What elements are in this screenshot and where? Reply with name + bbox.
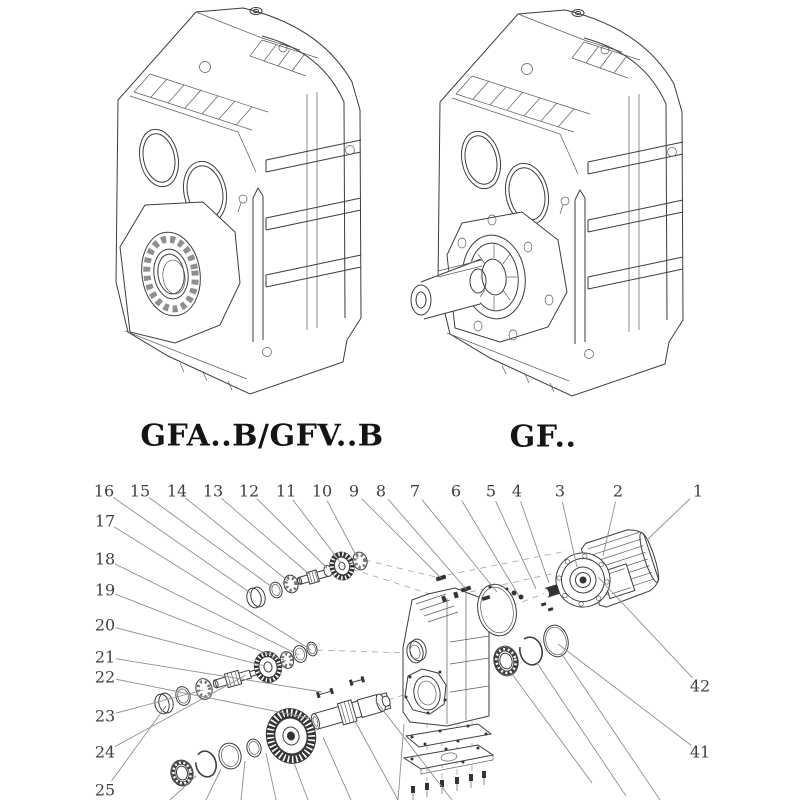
part-output-shaft — [309, 690, 392, 733]
callout-number-21: 21 — [94, 647, 116, 667]
callout-number-22: 22 — [94, 667, 116, 687]
callout-number-12: 12 — [238, 481, 260, 501]
output-flange-and-shaft — [411, 212, 567, 342]
callout-number-7: 7 — [409, 481, 421, 501]
part-output-oring — [540, 623, 571, 660]
callout-number-15: 15 — [129, 481, 151, 501]
callout-number-25: 25 — [94, 780, 116, 800]
part-flange-bolts — [541, 602, 554, 611]
callout-number-1: 1 — [692, 481, 704, 501]
part-base-plate — [404, 745, 493, 774]
callout-number-16: 16 — [93, 481, 115, 501]
callout-number-13: 13 — [202, 481, 224, 501]
callout-number-20: 20 — [94, 615, 116, 635]
callout-number-10: 10 — [311, 481, 333, 501]
callout-number-42: 42 — [689, 676, 711, 696]
part-bottom-snapring — [193, 749, 219, 779]
callout-number-11: 11 — [275, 481, 297, 501]
callout-number-18: 18 — [94, 549, 116, 569]
part-bottom-ring-small — [245, 738, 263, 759]
callout-number-19: 19 — [94, 580, 116, 600]
part-bottom-bearing — [168, 758, 196, 789]
part-washer-b — [519, 595, 524, 600]
callout-number-9: 9 — [348, 481, 360, 501]
part-housing — [403, 588, 489, 726]
callout-number-41: 41 — [689, 742, 711, 762]
part-stage2-seal-left — [174, 685, 192, 707]
callout-number-24: 24 — [94, 742, 116, 762]
callout-number-4: 4 — [511, 481, 523, 501]
callout-number-5: 5 — [485, 481, 497, 501]
callout-number-6: 6 — [450, 481, 462, 501]
callout-number-14: 14 — [166, 481, 188, 501]
part-stage2-ring — [305, 641, 318, 657]
callout-number-3: 3 — [554, 481, 566, 501]
part-input-bearing-left — [282, 574, 300, 595]
part-output-bearing — [491, 644, 522, 679]
model-label-right: GF.. — [509, 419, 577, 455]
gearbox-drawing-solid-shaft — [411, 10, 683, 397]
part-input-gear — [326, 549, 357, 583]
callout-number-8: 8 — [375, 481, 387, 501]
part-base-gasket — [406, 724, 491, 747]
part-stage2-endcap — [153, 692, 175, 716]
part-stage2-pinion-shaft — [212, 666, 258, 692]
gearbox-drawing-shaft-mounted — [116, 8, 361, 395]
part-input-endcap — [245, 586, 267, 610]
part-output-snapring — [517, 635, 545, 667]
part-motor — [547, 524, 665, 619]
hollow-shaft-bearing — [120, 202, 240, 343]
callout-number-2: 2 — [612, 481, 624, 501]
callout-number-17: 17 — [94, 511, 116, 531]
callout-number-23: 23 — [94, 706, 116, 726]
part-motor-key — [542, 584, 560, 598]
part-bottom-ring — [216, 741, 244, 772]
exploded-view-drawing — [111, 497, 692, 800]
part-input-seal — [268, 581, 284, 599]
part-output-gear — [260, 703, 322, 769]
part-output-studs — [316, 676, 365, 698]
model-label-left: GFA..B/GFV..B — [140, 418, 384, 454]
